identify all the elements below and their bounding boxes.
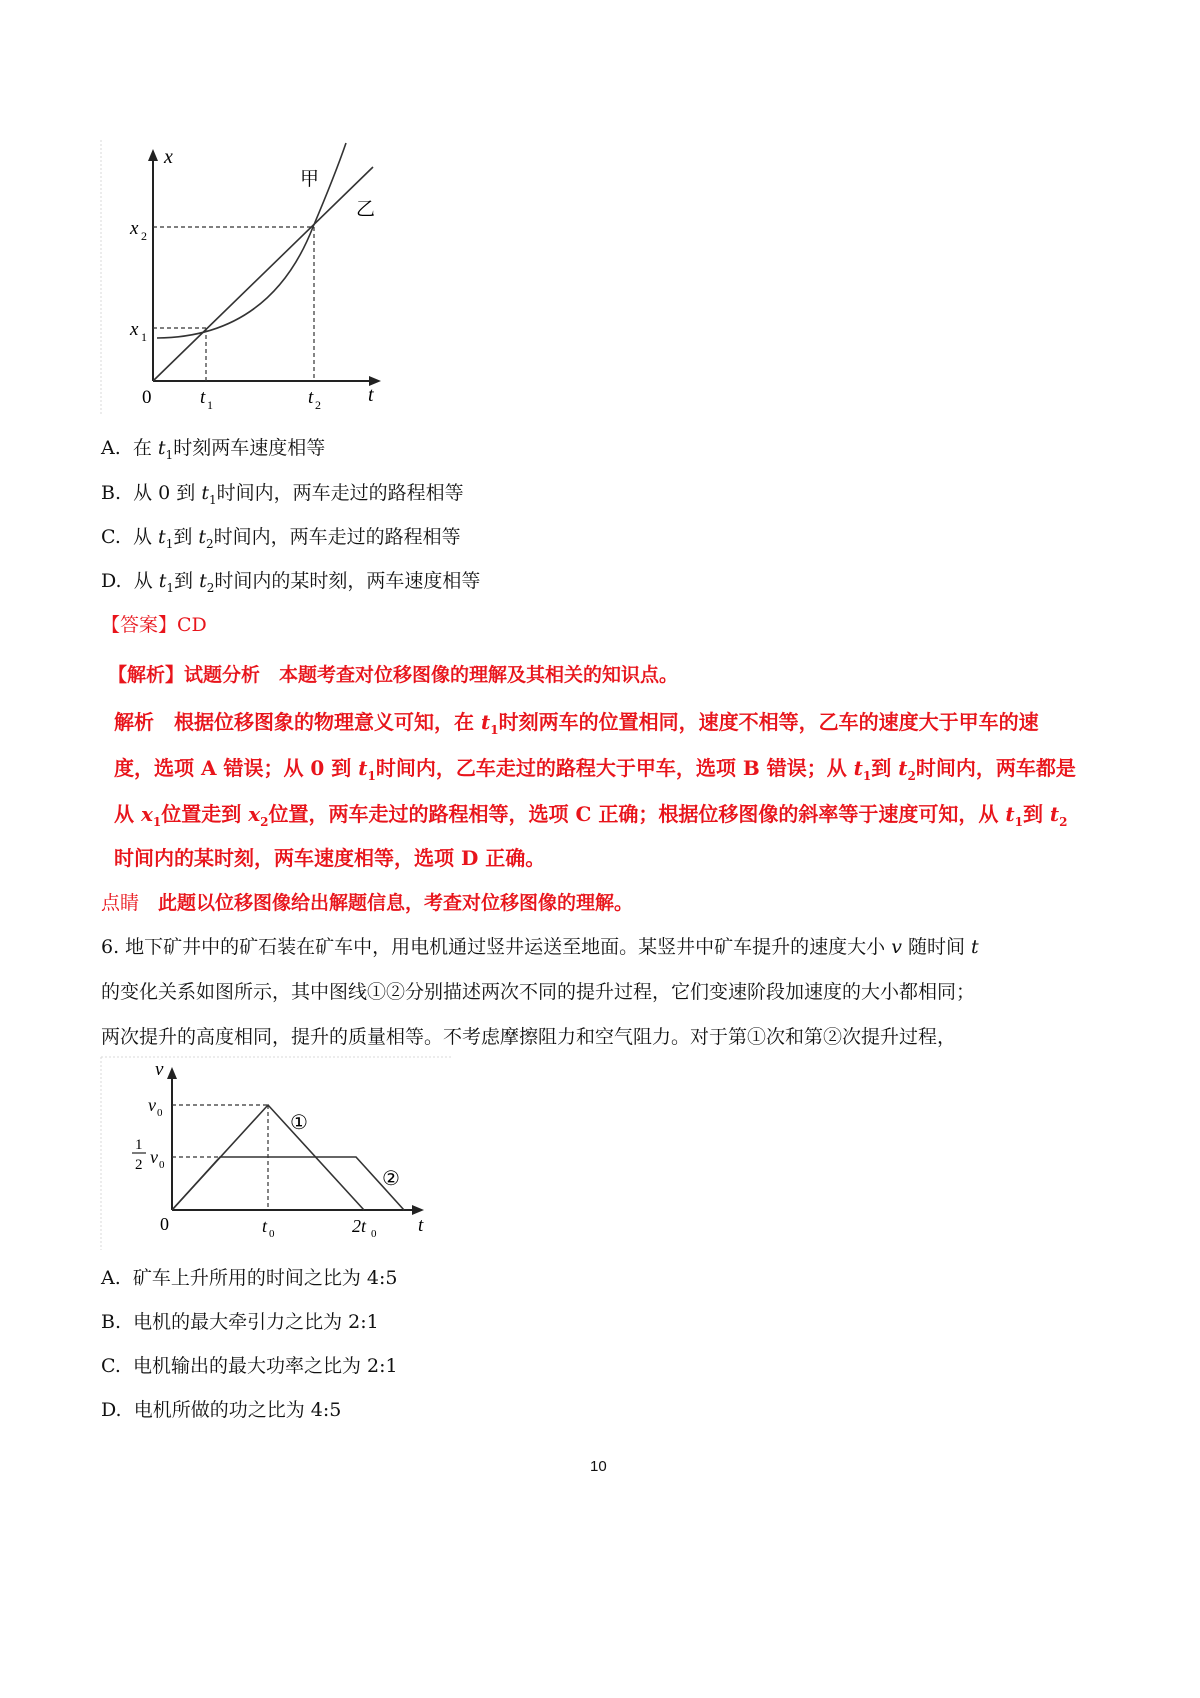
q5-option-d: D. 从 $t_1$到 $t_2$时间内的某时刻，两车速度相等 xyxy=(101,570,481,595)
analysis-heading: 【解析】试题分析 本题考查对位移图像的理解及其相关的知识点。 xyxy=(108,664,679,686)
t1-label: t xyxy=(200,387,206,408)
svg-text:0: 0 xyxy=(269,1228,275,1240)
arrow-up-icon xyxy=(148,149,158,161)
origin-label: 0 xyxy=(142,387,152,408)
t-axis-label: t xyxy=(418,1215,424,1236)
vt-graph-svg xyxy=(100,1055,460,1255)
arrow-right-icon xyxy=(412,1205,424,1215)
figure-vt-graph xyxy=(100,1055,460,1255)
q5-option-b: B. 从 0 到 $t_1$时间内，两车走过的路程相等 xyxy=(101,482,464,507)
line-yi-label: 乙 xyxy=(356,199,376,220)
v-axis-label: v xyxy=(155,1059,164,1080)
y-axis-label: x xyxy=(164,146,173,168)
line-yi xyxy=(153,167,376,381)
dianjing-label: 点睛 xyxy=(101,892,159,914)
q5-option-a: A. 在 $t_1$时刻两车速度相等 xyxy=(101,437,326,462)
curve-1-label: ① xyxy=(290,1112,308,1134)
t2-sub: 2 xyxy=(315,398,321,412)
analysis-line-2: 度，选项 A 错误；从 0 到 $t_1$时间内，乙车走过的路程大于甲车，选项 B 错误；从 $t_1$到 $t_2$时间内，两车都是 xyxy=(114,756,1076,783)
x2-label: x xyxy=(130,218,139,239)
curve-2-label: ② xyxy=(382,1168,400,1190)
arrow-up-icon xyxy=(167,1067,177,1079)
q6-option-d: D. 电机所做的功之比为 4:5 xyxy=(101,1399,342,1421)
figure-xt-graph xyxy=(100,135,400,420)
x2-sub: 2 xyxy=(141,229,147,243)
analysis-line-3: 从 $x_1$位置走到 $x_2$位置，两车走过的路程相等，选项 C 正确；根据位移图像的斜率等于速度可知，从 $t_1$到 $t_2$ xyxy=(114,802,1068,829)
svg-text:0: 0 xyxy=(157,1107,163,1119)
half-denominator: 2 xyxy=(135,1157,143,1173)
page-number: 10 xyxy=(590,1458,607,1475)
x1-label: x xyxy=(130,319,139,340)
x1-sub: 1 xyxy=(141,330,147,344)
x-axis-label: t xyxy=(368,384,374,406)
q6-stem-line-1: 6. 地下矿井中的矿石装在矿车中，用电机通过竖井运送至地面。某竖井中矿车提升的速度大小 v 随时间 t xyxy=(101,936,979,958)
curve-2 xyxy=(172,1157,404,1210)
t2-label: t xyxy=(308,387,314,408)
analysis-line-1: 解析 根据位移图象的物理意义可知，在 $t_1$时刻两车的位置相同，速度不相等，乙车的速度大于甲车的速 xyxy=(114,710,1039,737)
t1-sub: 1 xyxy=(207,398,213,412)
q6-option-b: B. 电机的最大牵引力之比为 2:1 xyxy=(101,1311,379,1333)
dianjing-line: 点睛 此题以位移图像给出解题信息，考查对位移图像的理解。 xyxy=(101,892,634,914)
q6-option-c: C. 电机输出的最大功率之比为 2:1 xyxy=(101,1355,398,1377)
q6-stem-line-2: 的变化关系如图所示，其中图线①②分别描述两次不同的提升过程，它们变速阶段加速度的大小都相同； xyxy=(101,981,976,1003)
curve-jia-label: 甲 xyxy=(300,169,320,190)
q5-option-c: C. 从 $t_1$到 $t_2$时间内，两车走过的路程相等 xyxy=(101,526,461,551)
svg-text:0: 0 xyxy=(159,1159,165,1171)
half-v0-label: v xyxy=(150,1147,158,1167)
answer-value: CD xyxy=(177,614,207,636)
xt-graph-svg xyxy=(100,135,400,420)
svg-text:0: 0 xyxy=(371,1228,377,1240)
two-t0-label: 2t xyxy=(352,1216,367,1236)
q6-stem-line-3: 两次提升的高度相同，提升的质量相等。不考虑摩擦阻力和空气阻力。对于第①次和第②次提升过程， xyxy=(101,1026,957,1048)
half-numerator: 1 xyxy=(135,1137,143,1153)
v0-label: v xyxy=(148,1095,156,1115)
origin-label: 0 xyxy=(160,1214,169,1234)
answer-line xyxy=(101,610,207,637)
q6-option-a: A. 矿车上升所用的时间之比为 4:5 xyxy=(101,1267,398,1289)
analysis-line-4: 时间内的某时刻，两车速度相等，选项 D 正确。 xyxy=(114,846,546,870)
answer-label: 【答案】 xyxy=(101,614,178,636)
t0-label: t xyxy=(262,1216,268,1236)
